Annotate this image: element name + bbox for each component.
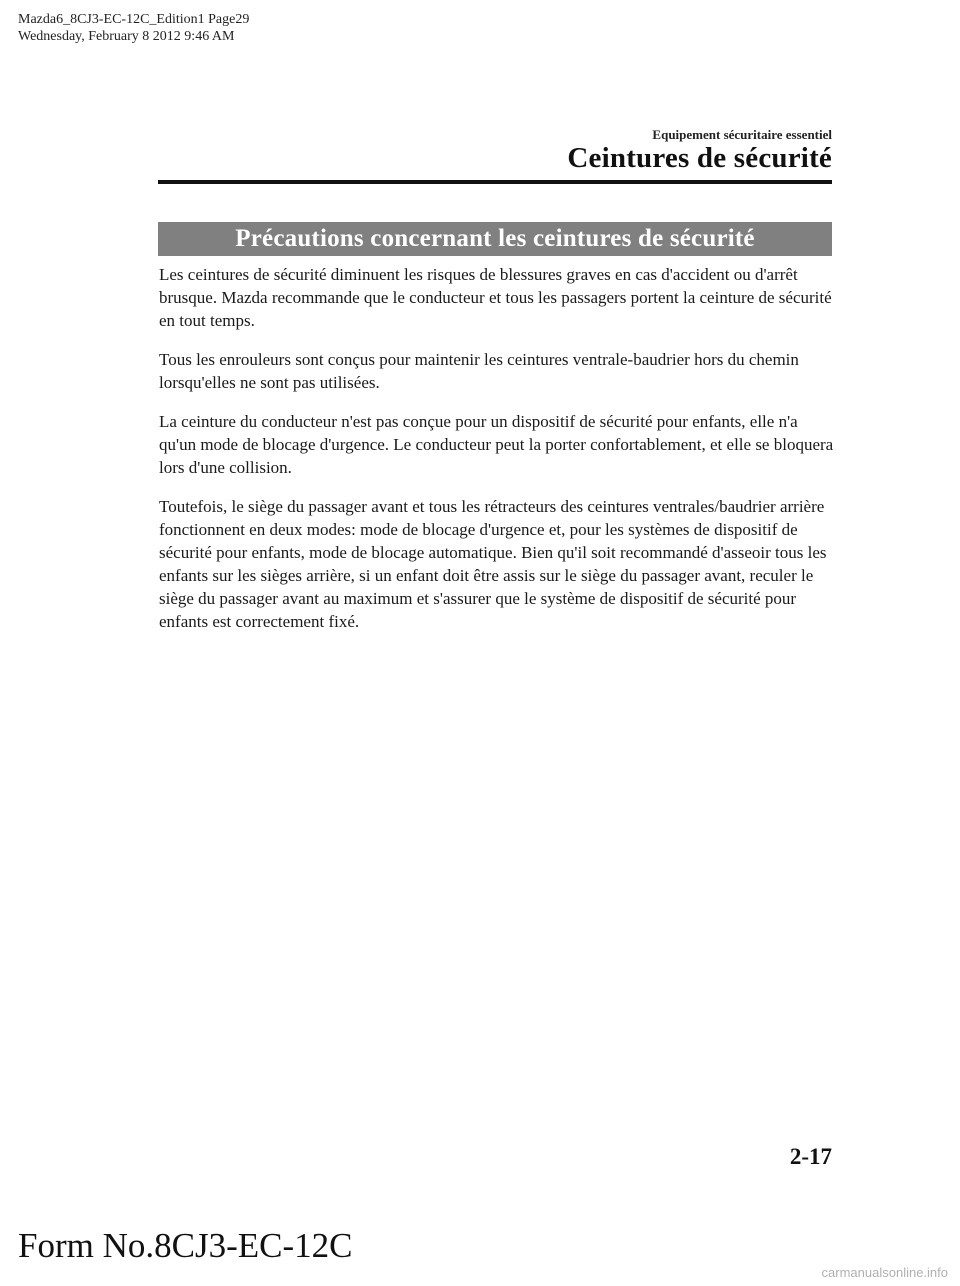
watermark: carmanualsonline.info [821,1265,948,1280]
section-heading: Précautions concernant les ceintures de sécurité [235,225,755,252]
body-text [159,263,835,649]
paragraph: Toutefois, le siège du passager avant et tous les rétracteurs des ceintures ventrales/baudrier arrière fonctionnent en deux modes: mode de blocage d'urgence et, pour les systèmes de dispositif de sécurité pour enfants, mode de blocage automatique. Bien qu'il soit recommandé d'asseoir tous les enfants sur les sièges arrière, si un enfant doit être assis sur le siège du passager avant, reculer le siège du passager avant au maximum et s'assurer que le système de dispositif de sécurité pour enfants est correctement fixé. [159,497,827,631]
print-file-line: Mazda6_8CJ3-EC-12C_Edition1 Page29 [18,12,250,27]
section-label: Equipement sécuritaire essentiel [652,127,832,142]
paragraph: Les ceintures de sécurité diminuent les risques de blessures graves en cas d'accident ou d'arrêt brusque. Mazda recommande que le conducteur et tous les passagers portent la ceinture de sécurité en tout temps. [159,265,832,330]
print-metadata [18,11,249,45]
form-number: Form No.8CJ3-EC-12C [18,1226,353,1265]
paragraph: La ceinture du conducteur n'est pas conçue pour un dispositif de sécurité pour enfants, elle n'a qu'un mode de blocage d'urgence. Le conducteur peut la porter confortablement, et elle se bloquera lors d'une collision. [159,412,834,477]
section-heading-bar [158,222,832,256]
chapter-title: Ceintures de sécurité [567,142,832,174]
page-number: 2-17 [789,1144,832,1169]
print-date-line: Wednesday, February 8 2012 9:46 AM [18,29,235,44]
paragraph: Tous les enrouleurs sont conçus pour maintenir les ceintures ventrale-baudrier hors du chemin lorsqu'elles ne sont pas utilisées. [159,350,799,392]
chapter-divider [158,180,832,184]
